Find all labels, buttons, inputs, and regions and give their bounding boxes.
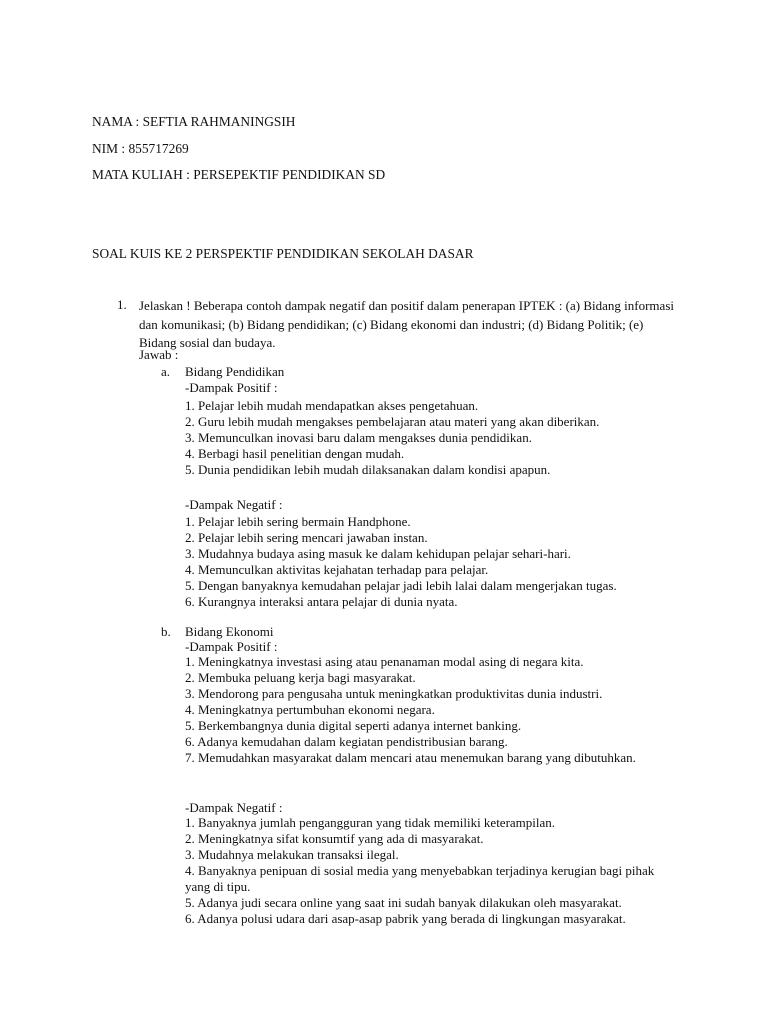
list-item: 1. Pelajar lebih mudah mendapatkan akses pengetahuan.	[185, 398, 479, 413]
list-item: 2. Guru lebih mudah mengakses pembelajaran atau materi yang akan diberikan.	[185, 414, 600, 429]
section-letter: b.	[161, 624, 171, 639]
list-item: 4. Memunculkan aktivitas kejahatan terhadap para pelajar.	[185, 562, 489, 577]
list-item: 4. Banyaknya penipuan di sosial media yang menyebabkan terjadinya kerugian bagi pihak yang di tipu.	[185, 863, 655, 894]
list-item: 4. Berbagi hasil penelitian dengan mudah.	[185, 446, 405, 461]
list-item: 3. Mendorong para pengusaha untuk meningkatkan produktivitas dunia industri.	[185, 686, 603, 701]
list-item: 7. Memudahkan masyarakat dalam mencari atau menemukan barang yang dibutuhkan.	[185, 750, 636, 765]
section-title: Bidang Pendidikan	[185, 364, 285, 379]
list-item: 3. Mudahnya melakukan transaksi ilegal.	[185, 847, 399, 862]
section-letter: a.	[161, 364, 171, 379]
student-name: NAMA : SEFTIA RAHMANINGSIH	[92, 114, 296, 129]
list-item: 6. Kurangnya interaksi antara pelajar di dunia nyata.	[185, 594, 458, 609]
question-text: Jelaskan ! Beberapa contoh dampak negatif dan positif dalam penerapan IPTEK : (a) Bidang informasi dan komunikasi; (b) Bidang pendidikan; (c) Bidang ekonomi dan industri; (d) Bidang Politik; (e) Bidang sosial dan budaya.	[139, 298, 674, 350]
positive-impacts-list	[185, 654, 655, 766]
page-title: SOAL KUIS KE 2 PERSPEKTIF PENDIDIKAN SEKOLAH DASAR	[92, 246, 474, 261]
positive-label: -Dampak Positif :	[185, 380, 278, 395]
list-item: 1. Banyaknya jumlah pengangguran yang tidak memiliki keterampilan.	[185, 815, 556, 830]
list-item: 5. Dunia pendidikan lebih mudah dilaksanakan dalam kondisi apapun.	[185, 462, 551, 477]
section-title: Bidang Ekonomi	[185, 624, 274, 639]
negative-impacts-list	[185, 815, 655, 927]
student-nim: NIM : 855717269	[92, 141, 189, 156]
list-item: 2. Meningkatnya sifat konsumtif yang ada di masyarakat.	[185, 831, 484, 846]
negative-label: -Dampak Negatif :	[185, 497, 283, 512]
list-item: 5. Adanya judi secara online yang saat ini sudah banyak dilakukan oleh masyarakat.	[185, 895, 622, 910]
positive-impacts-list	[185, 398, 599, 478]
list-item: 4. Meningkatnya pertumbuhan ekonomi negara.	[185, 702, 435, 717]
list-item: 5. Berkembangnya dunia digital seperti adanya internet banking.	[185, 718, 522, 733]
negative-impacts-list	[185, 514, 617, 610]
course-name: MATA KULIAH : PERSEPEKTIF PENDIDIKAN SD	[92, 167, 386, 182]
list-item: 2. Pelajar lebih sering mencari jawaban instan.	[185, 530, 428, 545]
list-item: 1. Pelajar lebih sering bermain Handphone.	[185, 514, 411, 529]
list-item: 3. Memunculkan inovasi baru dalam mengakses dunia pendidikan.	[185, 430, 532, 445]
list-item: 6. Adanya polusi udara dari asap-asap pabrik yang berada di lingkungan masyarakat.	[185, 911, 626, 926]
list-item: 1. Meningkatnya investasi asing atau penanaman modal asing di negara kita.	[185, 654, 584, 669]
negative-label: -Dampak Negatif :	[185, 800, 283, 815]
list-item: 3. Mudahnya budaya asing masuk ke dalam kehidupan pelajar sehari-hari.	[185, 546, 571, 561]
question-number: 1.	[117, 297, 127, 312]
answer-label: Jawab :	[139, 347, 179, 362]
list-item: 5. Dengan banyaknya kemudahan pelajar jadi lebih lalai dalam mengerjakan tugas.	[185, 578, 617, 593]
list-item: 2. Membuka peluang kerja bagi masyarakat.	[185, 670, 416, 685]
positive-label: -Dampak Positif :	[185, 639, 278, 654]
list-item: 6. Adanya kemudahan dalam kegiatan pendistribusian barang.	[185, 734, 508, 749]
